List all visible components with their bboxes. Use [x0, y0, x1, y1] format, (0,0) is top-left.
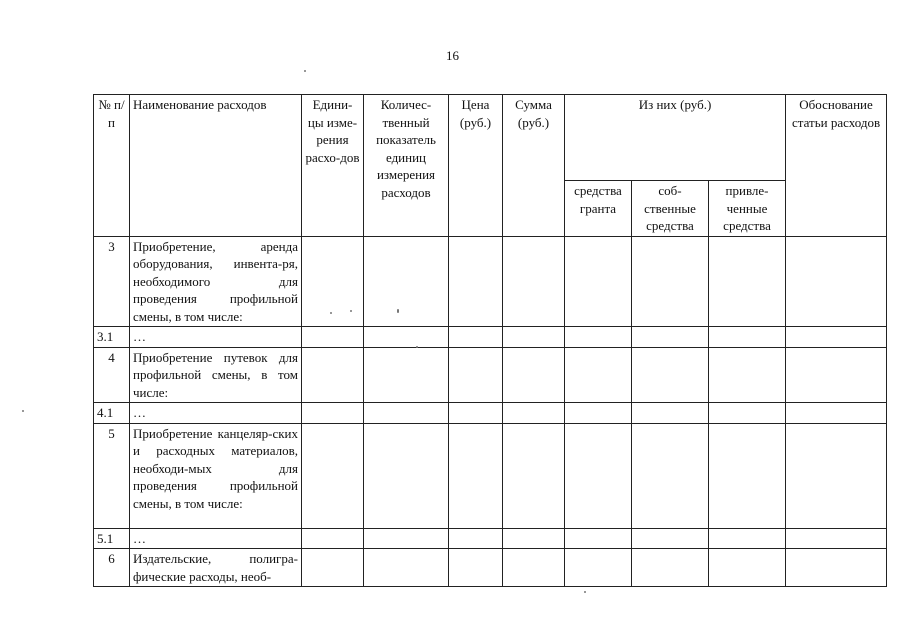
header-own-funds: соб-ственные средства [632, 181, 709, 237]
cell [449, 403, 503, 424]
cell [302, 327, 364, 348]
header-row [94, 95, 887, 181]
cell [364, 347, 449, 403]
table-row [94, 549, 887, 587]
cell [449, 347, 503, 403]
table-row [94, 236, 887, 327]
scan-speck [397, 309, 399, 313]
row-name: Приобретение путевок для профильной смены, в том числе: [130, 347, 302, 403]
row-name: Приобретение канцеляр-ских и расходных материалов, необходи-мых для проведения профильной смены, в том числе: [130, 423, 302, 528]
cell [503, 347, 565, 403]
cell [302, 528, 364, 549]
scan-speck [330, 312, 332, 314]
header-price: Цена (руб.) [449, 95, 503, 237]
cell [709, 549, 786, 587]
page-number: 16 [446, 48, 459, 63]
cell [565, 549, 632, 587]
cell [565, 528, 632, 549]
cell [449, 423, 503, 528]
table-row [94, 423, 887, 528]
scan-speck [416, 346, 418, 348]
scan-speck [22, 410, 24, 412]
row-number: 4.1 [94, 403, 130, 424]
table-row [94, 327, 887, 348]
cell [786, 549, 887, 587]
cell [565, 236, 632, 327]
cell [632, 549, 709, 587]
cell [565, 423, 632, 528]
cell [632, 423, 709, 528]
cell [364, 423, 449, 528]
scan-speck [350, 310, 352, 312]
cell [364, 528, 449, 549]
cell [503, 528, 565, 549]
row-number: 4 [94, 347, 130, 403]
row-name: … [130, 403, 302, 424]
cell [449, 327, 503, 348]
header-justification: Обоснование статьи расходов [786, 95, 887, 237]
header-name: Наименование расходов [130, 95, 302, 237]
cell [565, 347, 632, 403]
row-name: … [130, 528, 302, 549]
cell [709, 347, 786, 403]
cell [786, 327, 887, 348]
row-name: Приобретение, аренда оборудования, инвента-ря, необходимого для проведения профильной смены, в том числе: [130, 236, 302, 327]
cell [302, 549, 364, 587]
cell [565, 403, 632, 424]
cell [632, 403, 709, 424]
cell [709, 236, 786, 327]
cell [503, 403, 565, 424]
cell [364, 327, 449, 348]
cell [449, 528, 503, 549]
table-row [94, 347, 887, 403]
header-num: № п/п [94, 95, 130, 237]
cell [786, 236, 887, 327]
header-quantity: Количес-твенный показатель единиц измерения расходов [364, 95, 449, 237]
table-row [94, 528, 887, 549]
header-units: Едини-цы изме-рения расхо-дов [302, 95, 364, 237]
cell [632, 347, 709, 403]
cell [709, 327, 786, 348]
scan-speck [584, 591, 586, 593]
cell [364, 549, 449, 587]
cell [786, 423, 887, 528]
header-grant-funds: средства гранта [565, 181, 632, 237]
cell [364, 403, 449, 424]
cell [302, 423, 364, 528]
cell [709, 403, 786, 424]
row-number: 5.1 [94, 528, 130, 549]
cell [786, 347, 887, 403]
header-of-which: Из них (руб.) [565, 95, 786, 181]
cell [565, 327, 632, 348]
cell [632, 528, 709, 549]
table-row [94, 403, 887, 424]
cell [503, 327, 565, 348]
row-number: 3.1 [94, 327, 130, 348]
row-name: Издательские, полигра-фические расходы, необ- [130, 549, 302, 587]
header-sum: Сумма (руб.) [503, 95, 565, 237]
cell [709, 423, 786, 528]
cell [449, 236, 503, 327]
cell [709, 528, 786, 549]
cell [503, 236, 565, 327]
cell [302, 403, 364, 424]
cell [449, 549, 503, 587]
cell [786, 403, 887, 424]
cell [302, 236, 364, 327]
row-number: 6 [94, 549, 130, 587]
cell [302, 347, 364, 403]
row-number: 5 [94, 423, 130, 528]
cell [364, 236, 449, 327]
cell [632, 327, 709, 348]
cell [503, 423, 565, 528]
cell [786, 528, 887, 549]
expense-table [93, 94, 887, 587]
scan-speck [304, 70, 306, 72]
cell [503, 549, 565, 587]
row-name: … [130, 327, 302, 348]
row-number: 3 [94, 236, 130, 327]
cell [632, 236, 709, 327]
header-attracted-funds: привле-ченные средства [709, 181, 786, 237]
